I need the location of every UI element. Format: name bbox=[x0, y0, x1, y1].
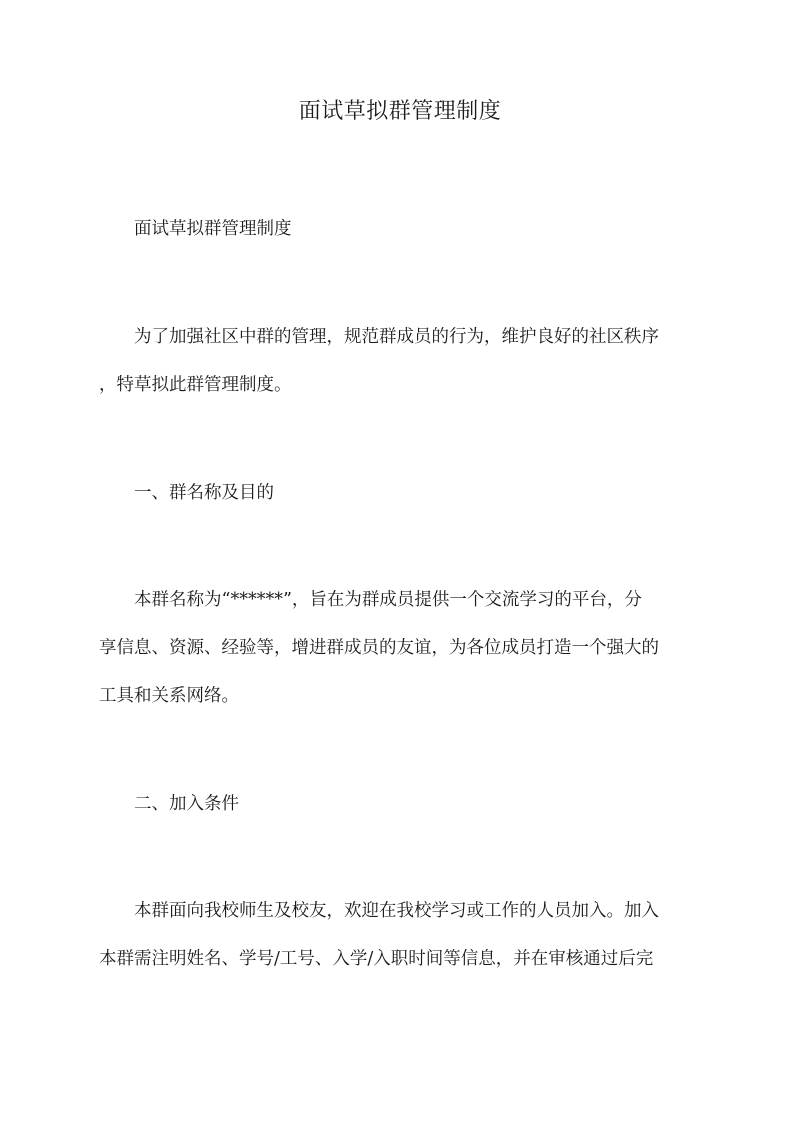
paragraph-3-line-1: 本群面向我校师生及校友，欢迎在我校学习或工作的人员加入。加入 bbox=[134, 901, 659, 921]
document-title: 面试草拟群管理制度 bbox=[298, 99, 502, 124]
subtitle-line: 面试草拟群管理制度 bbox=[134, 219, 292, 239]
section-heading-2: 二、加入条件 bbox=[134, 794, 239, 814]
paragraph-1-line-2: ，特草拟此群管理制度。 bbox=[99, 375, 292, 395]
section-heading-1: 一、群名称及目的 bbox=[134, 483, 274, 503]
paragraph-2-line-2: 享信息、资源、经验等，增进群成员的友谊，为各位成员打造一个强大的 bbox=[99, 638, 659, 658]
paragraph-2-line-3: 工具和关系网络。 bbox=[99, 686, 239, 706]
paragraph-2-line-1: 本群名称为“******”，旨在为群成员提供一个交流学习的平台，分 bbox=[134, 590, 642, 610]
paragraph-1-line-1: 为了加强社区中群的管理，规范群成员的行为，维护良好的社区秩序 bbox=[134, 327, 659, 347]
paragraph-3-line-2: 本群需注明姓名、学号/工号、入学/入职时间等信息，并在审核通过后完 bbox=[99, 949, 654, 969]
